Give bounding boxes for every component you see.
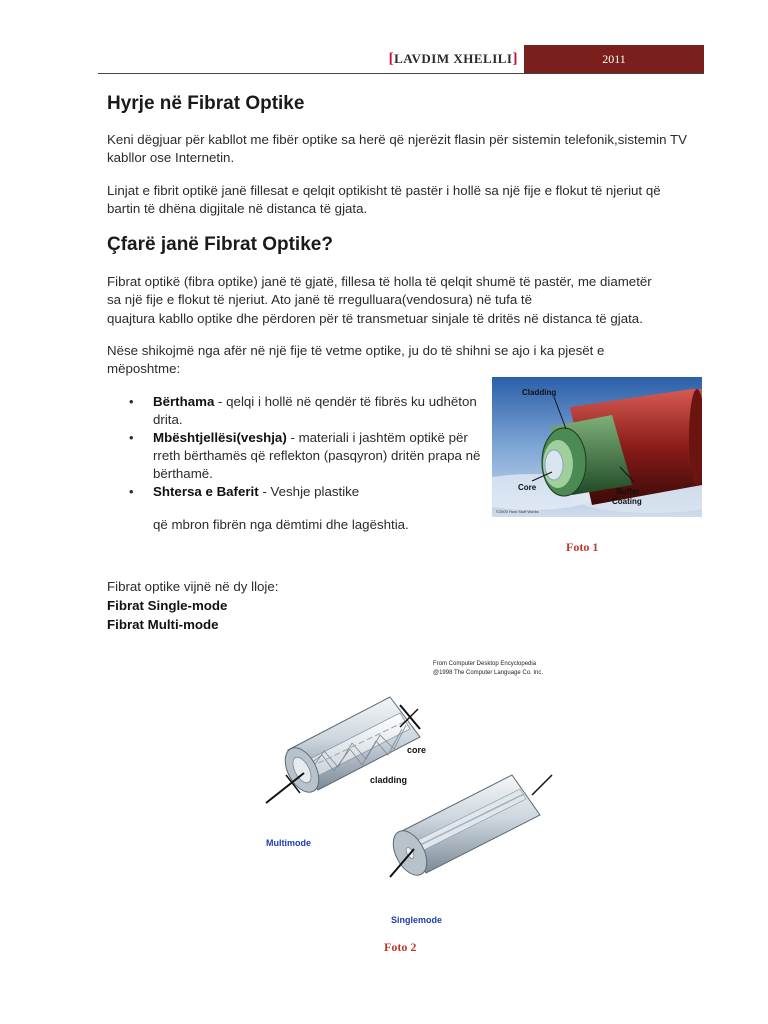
list-item: • Shtersa e Baferit - Veshje plastike [129,484,360,499]
image-credit: ©2000 How Stuff Works [496,509,539,514]
fiber-modes-diagram [250,655,570,935]
fiber-parts-list [129,393,481,501]
type-multi-mode: Fibrat Multi-mode [107,617,219,632]
year-badge: 2011 [524,45,704,73]
figure-caption-2: Foto 2 [384,940,417,954]
type-single-mode: Fibrat Single-mode [107,598,228,613]
label-cladding: Cladding [522,388,557,397]
types-intro: Fibrat optike vijnë në dy lloje: [107,579,279,594]
diagram-source-line-1: From Computer Desktop Encyclopedia [433,661,537,667]
list-item-continuation: që mbron fibrën nga dëmtimi dhe lagështia. [153,517,409,532]
fiber-cross-section-image [492,377,702,517]
diagram-source-line-2: @1998 The Computer Language Co. Inc. [433,670,544,676]
label-core: Core [518,483,537,492]
figure-caption-1: Foto 1 [566,540,599,554]
label-buffer: Buffer [616,487,640,496]
section-title-what: Çfarë janë Fibrat Optike? [107,234,333,255]
label-coating: Coating [612,497,642,506]
intro-paragraph-2: Linjat e fibrit optikë janë fillesat e qelqit optikisht të pastër i hollë sa një fije e flokut të njeriut që bartin të dhëna digjitale në distanca të gjata. [107,183,661,216]
what-paragraph-line-3: quajtura kabllo optike dhe përdoren për të transmetuar sinjale të dritës në distanca të gjata. [107,311,643,326]
page-header [98,45,704,74]
what-paragraph-line-1: Fibrat optikë (fibra optike) janë të gjatë, fillesa të holla të qelqit shumë të pastër, me diametër [107,274,652,289]
label-diagram-cladding: cladding [370,775,408,785]
section-title-intro: Hyrje në Fibrat Optike [107,93,305,114]
label-singlemode: Singlemode [391,915,443,925]
label-multimode: Multimode [266,838,311,848]
what-paragraph-line-2: sa një fije e flokut të njeriut. Ato janë të rregulluara(vendosura) në tufa të [107,292,533,307]
intro-paragraph-1: Keni dëgjuar për kabllot me fibër optike sa herë që njerëzit flasin për sistemin telefonik,sistemin TV kabllor ose Internetin. [107,132,687,165]
list-item: • Bërthama - qelqi i hollë në qendër të fibrës ku udhëton drita. [129,394,477,427]
list-item: • Mbështjellësi(veshja) - materiali i jashtëm optikë për rreth bërthamës që reflekton (pasqyron) dritën prapa në bërthamë. [129,430,481,481]
author-name: [LAVDIM XHELILI] [388,51,518,67]
what-paragraph-2: Nëse shikojmë nga afër në një fije të vetme optike, ju do të shihni se ajo i ka pjesët e mëposhtme: [107,343,605,376]
label-diagram-core: core [407,745,427,755]
